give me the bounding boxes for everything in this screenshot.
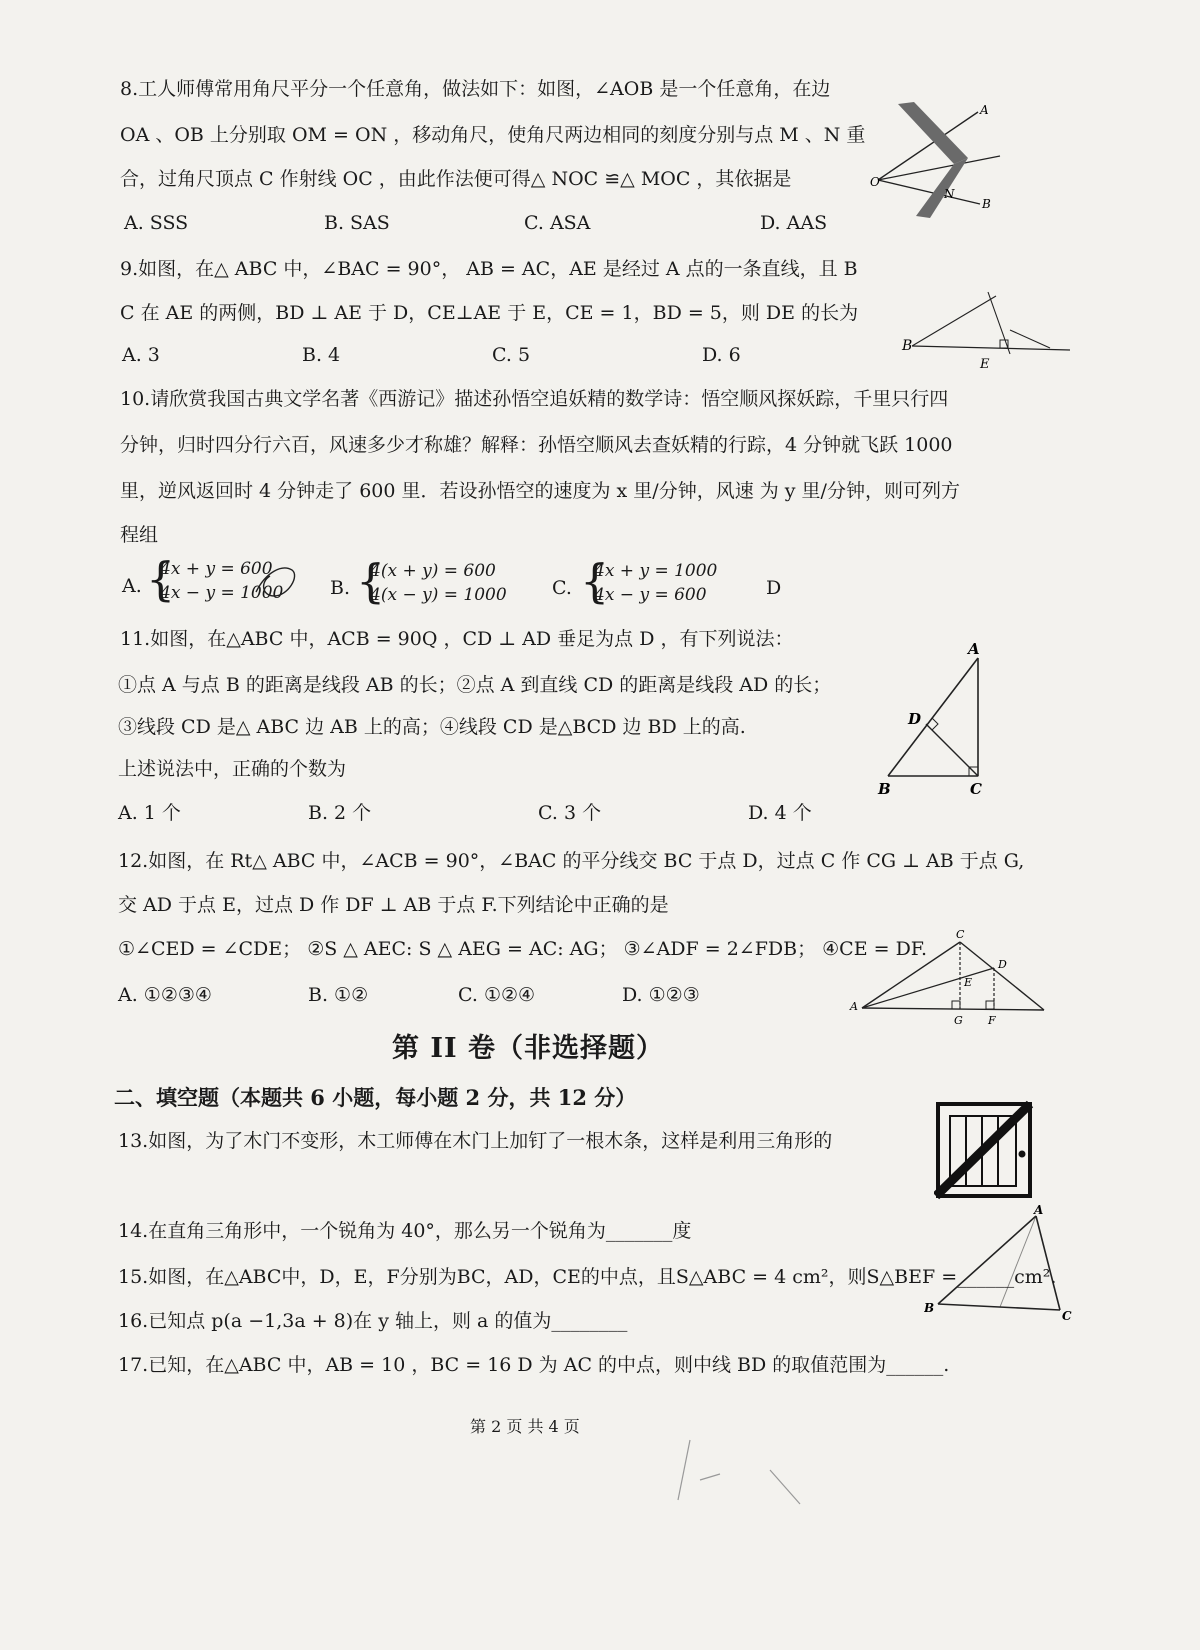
- q8-angle-ruler-figure: [868, 100, 1008, 220]
- q12-label-d: D: [998, 958, 1007, 971]
- q10-option-b-eq2: 4(x − y) = 1000: [370, 585, 507, 605]
- q12-label-f: F: [988, 1014, 996, 1027]
- q11-label-a: A: [968, 640, 980, 658]
- q11-label-c: C: [970, 780, 982, 798]
- q8-label-a: A: [980, 103, 989, 117]
- q11-option-b: B. 2 个: [308, 802, 372, 824]
- q13-door-figure: [934, 1100, 1034, 1200]
- q9-option-a: A. 3: [122, 344, 160, 366]
- q15-triangle-figure: [924, 1204, 1074, 1324]
- q11-label-b: B: [878, 780, 891, 798]
- q16-text: 16.已知点 p(a −1,3a + 8)在 y 轴上，则 a 的值为________: [118, 1310, 628, 1332]
- q11-right-triangle-figure: [870, 640, 1000, 800]
- brace-icon: {: [146, 552, 176, 606]
- q12-label-e: E: [964, 976, 973, 989]
- q12-triangle-figure: [848, 928, 1068, 1028]
- q12-line-3: ①∠CED = ∠CDE； ②S △ AEC: S △ AEG = AC: AG； ③∠ADF = 2∠FDB； ④CE = DF.: [118, 938, 928, 960]
- q9-option-c: C. 5: [492, 344, 531, 366]
- page-footer: 第 2 页 共 4 页: [470, 1417, 580, 1436]
- q11-option-c: C. 3 个: [538, 802, 602, 824]
- q10-line-2: 分钟，归时四分行六百，风速多少才称雄？解释：孙悟空顺风去查妖精的行踪，4 分钟就飞跃 1000: [120, 434, 953, 456]
- q10-option-c-system: [580, 554, 730, 608]
- q10-option-b-label: B.: [330, 577, 351, 599]
- q12-option-c: C. ①②④: [458, 984, 536, 1006]
- q10-option-c-eq2: 4x − y = 600: [594, 585, 707, 605]
- q10-option-c-label: C.: [552, 577, 572, 599]
- q8-label-o: O: [870, 175, 880, 189]
- q8-line-3: 合，过角尺顶点 C 作射线 OC ，由此作法便可得△ NOC ≌△ MOC ，其依据是: [120, 168, 792, 190]
- q9-line-2: C 在 AE 的两侧，BD ⊥ AE 于 D，CE⊥AE 于 E，CE = 1，BD = 5，则 DE 的长为: [120, 302, 859, 324]
- q17-text: 17.已知，在△ABC 中，AB = 10 ，BC = 16 D 为 AC 的中点，则中线 BD 的取值范围为______.: [118, 1354, 950, 1376]
- q11-option-a: A. 1 个: [118, 802, 181, 824]
- q12-line-2: 交 AD 于点 E，过点 D 作 DF ⊥ AB 于点 F.下列结论中正确的是: [118, 894, 669, 916]
- q8-option-a: A. SSS: [124, 212, 189, 234]
- section-2-title: 第 II 卷（非选择题）: [392, 1033, 665, 1064]
- q9-options: [122, 342, 862, 368]
- q12-options: [118, 982, 858, 1008]
- q15-text: 15.如图，在△ABC中，D，E，F分别为BC，AD，CE的中点，且S△ABC = 4 cm²，则S△BEF =______cm².: [118, 1266, 1057, 1288]
- q10-line-4: 程组: [120, 524, 159, 546]
- q10-option-a-eq1: 4x + y = 600: [160, 559, 273, 579]
- q11-option-d: D. 4 个: [748, 802, 812, 824]
- q12-line-1: 12.如图，在 Rt△ ABC 中，∠ACB = 90°，∠BAC 的平分线交 BC 于点 D，过点 C 作 CG ⊥ AB 于点 G,: [118, 850, 1025, 872]
- q9-option-d: D. 6: [702, 344, 741, 366]
- q8-label-b: B: [982, 197, 991, 211]
- q10-option-b-system: [356, 554, 516, 608]
- q9-line-1: 9.如图，在△ ABC 中，∠BAC = 90°， AB = AC，AE 是经过 A 点的一条直线，且 B: [120, 258, 858, 280]
- q10-option-d-label: D: [766, 577, 782, 599]
- q12-option-b: B. ①②: [308, 984, 369, 1006]
- q8-option-c: C. ASA: [524, 212, 591, 234]
- q12-option-d: D. ①②③: [622, 984, 700, 1006]
- door-knob-icon: [1019, 1151, 1026, 1158]
- q8-line-1: 8.工人师傅常用角尺平分一个任意角，做法如下：如图，∠AOB 是一个任意角，在边: [120, 78, 831, 100]
- q14-text: 14.在直角三角形中，一个锐角为 40°，那么另一个锐角为_______度: [118, 1220, 692, 1242]
- brace-icon: {: [356, 554, 386, 608]
- q12-label-c: C: [956, 928, 965, 941]
- q9-triangle-figure: [900, 280, 1080, 380]
- q10-line-3: 里，逆风返回时 4 分钟走了 600 里．若设孙悟空的速度为 x 里/分钟，风速 为 y 里/分钟，则可列方: [120, 480, 960, 502]
- q15-label-b: B: [924, 1301, 935, 1315]
- q10-option-c-eq1: 4x + y = 1000: [594, 561, 718, 581]
- fill-in-heading: 二、填空题（本题共 6 小题，每小题 2 分，共 12 分）: [114, 1085, 637, 1110]
- q10-handwritten-mark: [252, 562, 300, 602]
- pencil-mark-decoration: [660, 1430, 820, 1510]
- q12-option-a: A. ①②③④: [118, 984, 212, 1006]
- q11-line-4: 上述说法中，正确的个数为: [118, 758, 347, 780]
- q11-line-1: 11.如图，在△ABC 中，ACB = 90Q ，CD ⊥ AD 垂足为点 D ，有下列说法：: [120, 628, 794, 650]
- q9-option-b: B. 4: [302, 344, 341, 366]
- q11-label-d: D: [908, 710, 922, 728]
- q12-label-a: A: [850, 1000, 858, 1013]
- q13-text: 13.如图，为了木门不变形，木工师傅在木门上加钉了一根木条，这样是利用三角形的: [118, 1130, 833, 1152]
- q8-options: [124, 210, 864, 236]
- q15-label-a: A: [1034, 1204, 1044, 1217]
- q11-line-2: ①点 A 与点 B 的距离是线段 AB 的长；②点 A 到直线 CD 的距离是线段 AD 的长；: [118, 674, 832, 696]
- q9-label-b: B: [902, 338, 913, 354]
- q10-line-1: 10.请欣赏我国古典文学名著《西游记》描述孙悟空追妖精的数学诗：悟空顺风探妖踪，千里只行四: [120, 388, 949, 410]
- q10-option-a-eq2: 4x − y = 1000: [160, 583, 284, 603]
- q12-label-g: G: [954, 1014, 963, 1027]
- q11-options: [118, 800, 858, 826]
- q10-option-a-label: A.: [122, 575, 142, 597]
- q10-option-b-eq1: 4(x + y) = 600: [370, 561, 496, 581]
- q15-label-c: C: [1062, 1309, 1072, 1323]
- q8-line-2: OA 、OB 上分别取 OM = ON ，移动角尺，使角尺两边相同的刻度分别与点 M 、N 重: [120, 124, 866, 146]
- q9-label-e: E: [980, 357, 990, 372]
- q8-label-n: N: [944, 187, 955, 201]
- q8-option-d: D. AAS: [760, 212, 828, 234]
- q11-line-3: ③线段 CD 是△ ABC 边 AB 上的高；④线段 CD 是△BCD 边 BD 上的高.: [118, 716, 746, 738]
- brace-icon: {: [580, 554, 610, 608]
- q8-option-b: B. SAS: [324, 212, 390, 234]
